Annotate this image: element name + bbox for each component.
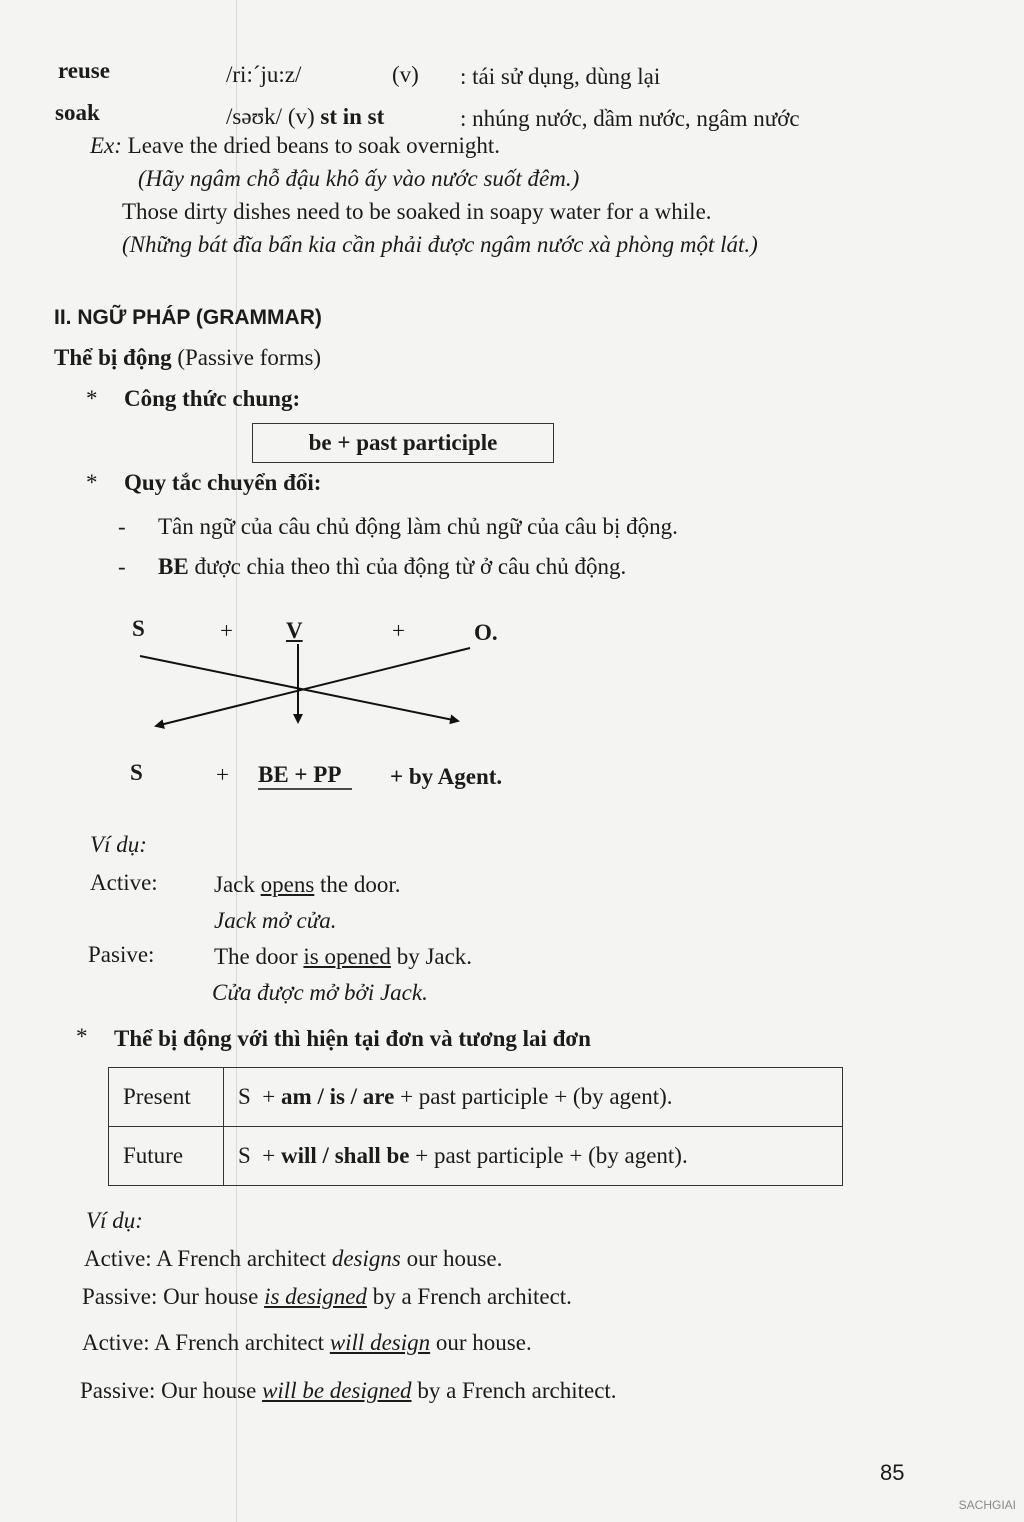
rules-label: Quy tắc chuyển đổi: bbox=[124, 470, 322, 495]
diagram-top-object: O. bbox=[474, 620, 498, 645]
example-2-line-3: Active: A French architect will design our house. bbox=[82, 1330, 532, 1355]
tense-table bbox=[108, 1067, 843, 1186]
example-1-active-sentence: Jack opens the door. bbox=[214, 872, 401, 897]
passive-title: Thể bị động (Passive forms) bbox=[54, 345, 322, 370]
example-2-line-1: Active: A French architect designs our house. bbox=[84, 1246, 503, 1271]
watermark-logo: SACHGIAI bbox=[958, 1498, 1016, 1512]
example-1-label: Ví dụ: bbox=[90, 832, 147, 857]
bullet-tense-section: * bbox=[76, 1024, 88, 1049]
formula-present: S + am / is / are + past participle + (by agent). bbox=[224, 1068, 843, 1127]
example-soak-2-translation: (Những bát đĩa bẩn kia cần phải được ngâm nước xà phòng một lát.) bbox=[122, 232, 758, 257]
vocab-word-reuse: reuse bbox=[58, 58, 110, 83]
general-formula-label: Công thức chung: bbox=[124, 386, 301, 411]
grammar-heading: II. NGỮ PHÁP (GRAMMAR) bbox=[54, 306, 322, 329]
rule-2: BE được chia theo thì của động từ ở câu chủ động. bbox=[158, 554, 627, 579]
example-1-active-label: Active: bbox=[90, 870, 158, 895]
rule-1: Tân ngữ của câu chủ động làm chủ ngữ của câu bị động. bbox=[158, 514, 678, 539]
page-number: 85 bbox=[880, 1460, 905, 1485]
diagram-bottom-be-pp: BE + PP bbox=[258, 762, 342, 787]
bullet-general-formula: * bbox=[86, 386, 98, 411]
example-1-active-translation: Jack mở cửa. bbox=[214, 908, 337, 933]
bullet-rules: * bbox=[86, 470, 98, 495]
tense-present: Present bbox=[109, 1068, 224, 1127]
formula-future: S + will / shall be + past participle + (by agent). bbox=[224, 1127, 843, 1186]
table-row bbox=[109, 1068, 843, 1127]
tense-future: Future bbox=[109, 1127, 224, 1186]
vocab-word-soak: soak bbox=[55, 100, 100, 125]
example-2-label: Ví dụ: bbox=[86, 1208, 143, 1233]
vocab-pos-reuse: (v) bbox=[392, 62, 419, 87]
general-formula-box: be + past participle bbox=[252, 423, 554, 463]
diagram-bottom-subject: S bbox=[130, 760, 143, 785]
tense-section-title: Thể bị động với thì hiện tại đơn và tương lai đơn bbox=[114, 1026, 591, 1051]
table-row bbox=[109, 1127, 843, 1186]
diagram-top-verb: V bbox=[286, 618, 303, 643]
diagram-top-subject: S bbox=[132, 616, 145, 641]
diagram-top-plus-1: + bbox=[220, 618, 233, 643]
vocab-meaning-reuse: : tái sử dụng, dùng lại bbox=[460, 64, 661, 89]
example-2-line-2: Passive: Our house is designed by a French architect. bbox=[82, 1284, 572, 1309]
example-1-passive-translation: Cửa được mở bởi Jack. bbox=[212, 980, 428, 1005]
example-1-passive-label: Pasive: bbox=[88, 942, 155, 967]
vocab-ipa-soak: /səʊk/ (v) st in st bbox=[226, 104, 385, 129]
diagram-bottom-plus: + bbox=[216, 762, 229, 787]
rule-2-dash: - bbox=[118, 554, 126, 579]
example-1-passive-sentence: The door is opened by Jack. bbox=[214, 944, 473, 969]
diagram-bottom-agent: + by Agent. bbox=[390, 764, 503, 789]
example-soak-2: Those dirty dishes need to be soaked in soapy water for a while. bbox=[122, 199, 712, 224]
example-soak-1-translation: (Hãy ngâm chỗ đậu khô ấy vào nước suốt đêm.) bbox=[138, 166, 580, 191]
vocab-ipa-reuse: /ri:ˊju:z/ bbox=[226, 62, 302, 87]
rule-1-dash: - bbox=[118, 514, 126, 539]
vocab-meaning-soak: : nhúng nước, dầm nước, ngâm nước bbox=[460, 106, 800, 131]
example-soak-1: Ex: Leave the dried beans to soak overnight. bbox=[90, 133, 501, 158]
diagram-top-plus-2: + bbox=[392, 618, 405, 643]
example-2-line-4: Passive: Our house will be designed by a French architect. bbox=[80, 1378, 617, 1403]
